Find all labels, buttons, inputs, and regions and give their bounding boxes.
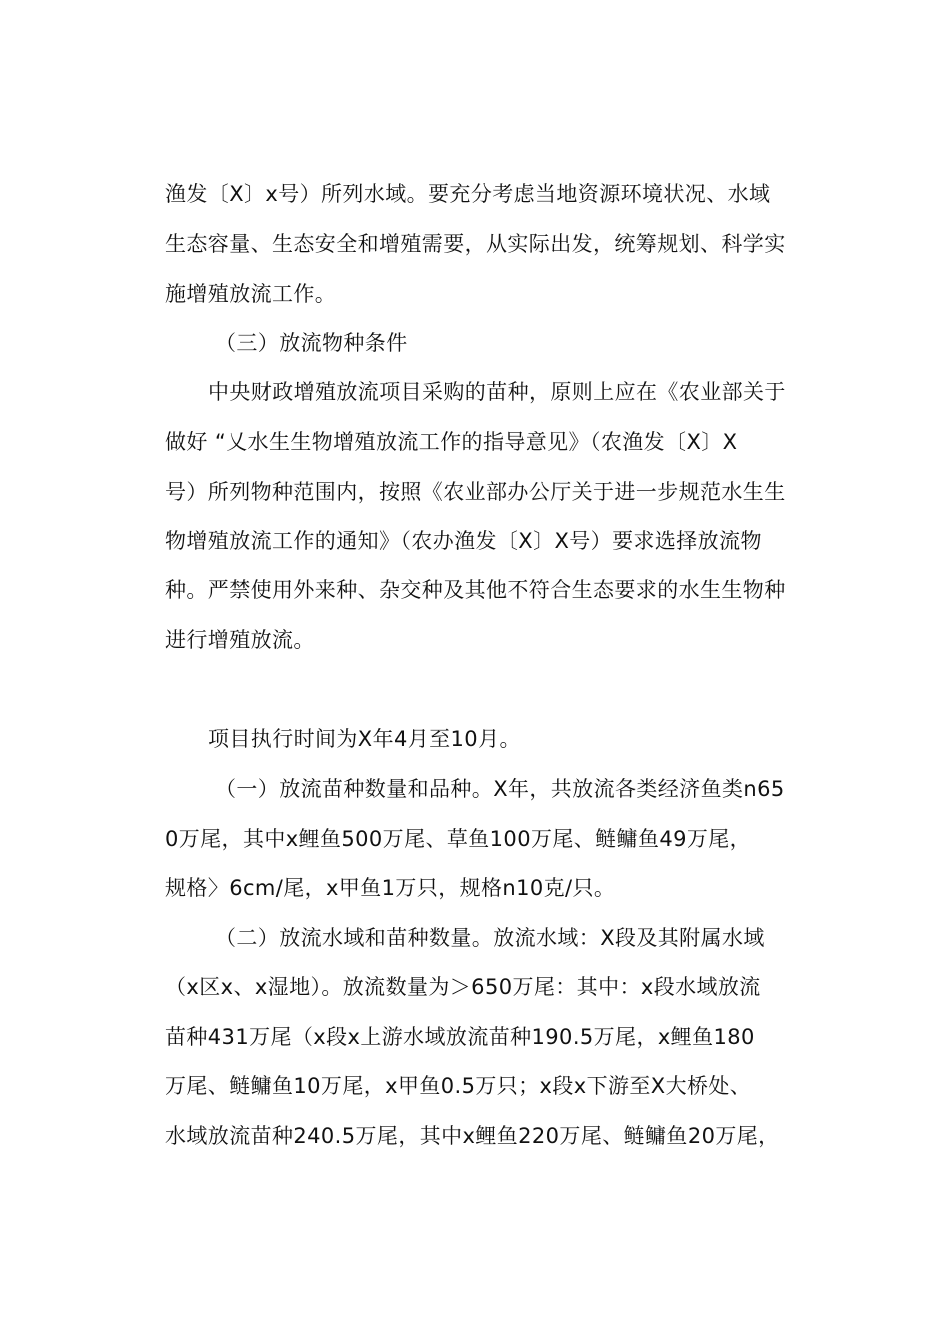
text-line: （一）放流苗种数量和品种。X年，共放流各类经济鱼类n65 xyxy=(215,777,785,801)
text-line: 苗种431万尾（x段x上游水域放流苗种190.5万尾，x鲤鱼180 xyxy=(165,1025,755,1049)
text-line: （二）放流水域和苗种数量。放流水域：X段及其附属水域 xyxy=(215,926,765,950)
text-line: （x区x、x湿地）。放流数量为＞650万尾：其中：x段水域放流 xyxy=(165,975,761,999)
text-line: 号）所列物种范围内，按照《农业部办公厅关于进一步规范水生生 xyxy=(165,480,786,504)
text-line: 项目执行时间为X年4月至10月。 xyxy=(208,727,521,751)
text-line: 种。严禁使用外来种、杂交种及其他不符合生态要求的水生生物种 xyxy=(165,578,786,602)
text-line: 水域放流苗种240.5万尾，其中x鲤鱼220万尾、鲢鳙鱼20万尾， xyxy=(165,1124,780,1148)
text-line: 进行增殖放流。 xyxy=(165,628,315,652)
text-line: 万尾、鲢鳙鱼10万尾，x甲鱼0.5万只；x段x下游至X大桥处、 xyxy=(165,1074,752,1098)
text-line: 做好 “乂水生生物增殖放流工作的指导意见》（农渔发〔X〕X xyxy=(165,430,738,454)
text-line: 物增殖放流工作的通知》（农办渔发〔X〕X号）要求选择放流物 xyxy=(165,529,762,553)
text-line: 中央财政增殖放流项目采购的苗种，原则上应在《农业部关于 xyxy=(208,380,786,404)
text-line: 0万尾，其中x鲤鱼500万尾、草鱼100万尾、鲢鳙鱼49万尾， xyxy=(165,827,752,851)
text-line: 规格〉6cm/尾，x甲鱼1万只，规格n10克/只。 xyxy=(165,876,616,900)
text-line: 生态容量、生态安全和增殖需要，从实际出发，统筹规划、科学实 xyxy=(165,232,786,256)
text-line: 施增殖放流工作。 xyxy=(165,282,337,306)
section-heading: （三）放流物种条件 xyxy=(215,331,408,355)
text-line: 渔发〔X〕x号）所列水域。要充分考虑当地资源环境状况、水域 xyxy=(165,182,771,206)
